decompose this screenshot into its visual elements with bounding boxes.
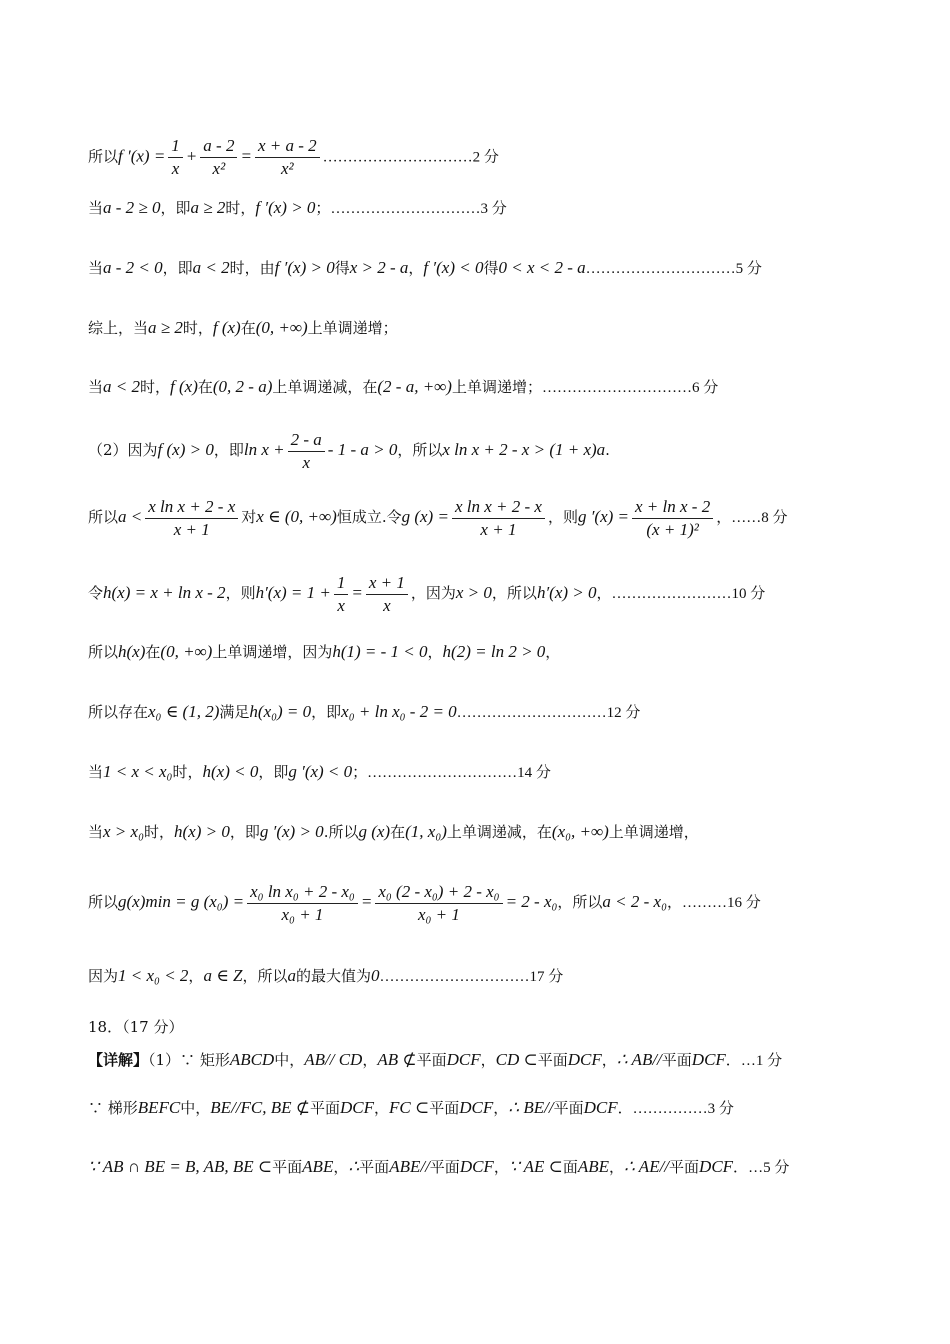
fraction [288,429,325,473]
text: ， [716,508,732,526]
fraction [452,496,545,541]
math-expression: h(x) > 0 [174,822,230,841]
math-expression: a - 2 < 0 [103,258,163,277]
math-expression: ABE [577,1157,610,1176]
math-expression: = 2 - x₀ [505,892,558,911]
math-expression: a < [118,507,143,526]
math-expression: f (x) [170,377,198,396]
score-marker: ……8 分 [731,510,788,526]
text: ， [493,1099,509,1117]
math-expression: ABE [302,1157,334,1176]
text: 综上，当 [88,319,149,337]
math-expression: x₀ ∈ (1, 2) [148,702,220,721]
math-expression: h(x) < 0 [202,762,259,781]
text: 平面 [416,1051,447,1069]
text: ， [596,584,612,602]
text: ，则 [547,508,578,526]
math-expression: f (x) > 0 [157,440,214,459]
text: 因为 [88,967,119,985]
fraction-denominator: x [337,595,345,615]
text: ， [427,643,443,661]
line-summary-monotonic [88,375,870,400]
text: ． [733,1158,749,1176]
fraction-numerator: x₀ (2 - x₀) + 2 - x₀ [375,881,502,904]
line-define-h [88,570,870,616]
score-marker: ………16 分 [682,895,761,911]
text: 在 [240,319,256,337]
line-case-a-lt-2 [88,256,870,281]
math-expression: a < 2 [103,377,140,396]
fraction [366,572,408,617]
math-expression: - 1 - a > 0 [327,440,398,459]
text: ， [374,1099,390,1117]
fraction-numerator: x + ln x - 2 [632,496,713,519]
line-g-min [88,878,870,926]
math-expression: x ∈ (0, +∞) [256,507,337,526]
text: 时，由 [229,259,275,277]
text: ，所以 [557,893,603,911]
score-marker: …………………………3 分 [330,201,507,217]
fraction-denominator: x₀ + 1 [281,904,324,924]
math-expression: a ≥ 2 [148,318,183,337]
fraction [334,572,349,617]
line-g-increasing [88,820,870,844]
text: 上单调递减，在 [446,823,552,841]
text: 满足 [219,703,250,721]
text: 平面 [669,1158,700,1176]
text: 上单调递增； [307,319,398,337]
math-expression: a ∈ Z [203,966,243,985]
text: ，则 [225,584,256,602]
fraction-numerator: x + 1 [366,572,408,595]
math-expression: g ′(x) > 0 [259,822,324,841]
text: 所以存在 [88,703,149,721]
score-marker: …1 分 [740,1053,783,1069]
fraction [375,881,502,926]
fraction-denominator: x [383,595,391,615]
math-expression: 1 < x₀ < 2 [118,966,189,985]
math-expression: 0 [371,966,380,985]
text: 当 [88,378,104,396]
math-expression: a ≥ 2 [190,198,226,217]
math-expression: h(x) [118,642,146,661]
text: ， [480,1051,496,1069]
fraction-numerator: x ln x + 2 - x [452,496,545,519]
text: 平面 [272,1158,303,1176]
text: ． [725,1051,741,1069]
text: ∵ 梯形 [88,1099,138,1117]
text: 当 [88,259,104,277]
score-marker: …………………………6 分 [541,380,719,396]
math-expression: 0 < x < 2 - a [498,258,586,277]
fraction-denominator: x² [212,159,226,175]
text: ，即 [162,259,193,277]
score-marker: …………………………5 分 [585,261,762,277]
fraction-denominator: x₀ + 1 [417,904,460,924]
text: 平面 [553,1099,584,1117]
fraction-denominator: x + 1 [480,519,517,539]
text: 恒成立.令 [336,508,402,526]
math-expression: g (x) [358,822,391,841]
math-expression: g (x) = [401,507,449,526]
detail-heading: 【详解】 [88,1051,149,1069]
math-expression: DCF [459,1098,494,1117]
fraction [632,496,713,541]
text: ， [545,643,561,661]
text: 时， [182,319,213,337]
fraction-numerator: 1 [334,572,349,595]
text: 在 [145,643,161,661]
text: ， [609,1158,625,1176]
math-expression: ln x + [243,440,285,459]
line-plane-parallel [88,1155,870,1180]
score-marker: …………………………12 分 [456,705,641,721]
math-expression: DCF [459,1157,494,1176]
text: ， [667,893,683,911]
score-marker: …5 分 [748,1160,790,1176]
text: ， [493,1158,509,1176]
math-expression: (2 - a, +∞) [377,377,452,396]
text: 平面 [359,1158,390,1176]
math-expression: ABCD [229,1050,275,1069]
text: 面 [562,1158,578,1176]
math-expression: ∴ BE// [508,1098,554,1117]
math-expression: f ′(x) < 0 [423,258,484,277]
text: 得 [334,259,350,277]
text: 当 [88,763,104,781]
math-expression: (1, x₀) [405,822,447,841]
line-h-increasing [88,640,870,664]
math-expression: h′(x) > 0 [536,583,597,602]
fraction-numerator: x₀ ln x₀ + 2 - x₀ [247,881,358,904]
math-expression: h(x) = x + ln x - 2 [103,583,226,602]
math-expression: DCF [691,1050,726,1069]
math-expression: ∴ AB// [616,1050,662,1069]
math-expression: = [240,146,252,166]
fraction [145,496,238,541]
score-marker: …………………………14 分 [367,765,551,781]
math-expression: AB ⊄ [377,1050,417,1069]
text: 得 [483,259,499,277]
math-expression: x > 2 - a [349,258,409,277]
fraction-numerator: 1 [168,135,183,158]
math-expression: ABE// [389,1157,430,1176]
text: ，即 [229,823,260,841]
text: ， [601,1051,617,1069]
math-expression: g ′(x) = [577,507,630,526]
text: ，所以 [491,584,537,602]
text: ， [362,1051,378,1069]
math-expression: x₀ + ln x₀ - 2 = 0 [341,702,457,721]
math-expression: = [360,892,373,911]
math-expression: + [185,146,198,166]
math-expression: CD ⊂ [495,1050,538,1069]
fraction [168,135,183,175]
text: ． [617,1099,633,1117]
math-expression: DCF [567,1050,602,1069]
line-g-decreasing [88,760,870,785]
math-expression: = [351,583,363,602]
math-expression: ∴ AE// [624,1157,670,1176]
fraction-denominator: x² [280,159,294,175]
math-expression: g(x)min = g (x₀) = [118,892,245,911]
score-marker: ……………3 分 [632,1101,734,1117]
text: 上单调递增； [451,378,542,396]
text: 在 [390,823,406,841]
math-expression: f ′(x) > 0 [274,258,335,277]
text: ，所以 [397,441,443,459]
math-expression: f ′(x) = [118,146,166,166]
math-expression: h(1) = - 1 < 0 [332,642,428,661]
math-expression: x ln x + 2 - x > (1 + x)a [442,440,606,459]
text: 上单调递增， [608,823,699,841]
text: 所以 [88,893,119,911]
text: ，所以 [242,967,288,985]
score-marker: …………………………17 分 [379,969,564,985]
score-marker: ……………………10 分 [611,586,766,602]
text: ， [408,259,424,277]
text: 平面 [429,1158,460,1176]
text: ； [352,763,368,781]
text: ，即 [258,763,289,781]
fraction [247,881,358,926]
math-expression: a - 2 ≥ 0 [103,198,161,217]
math-expression: x > x₀ [103,822,144,841]
math-expression: ∵ AE ⊂ [508,1157,563,1176]
fraction [200,135,237,175]
fraction-numerator: x ln x + 2 - x [145,496,238,519]
math-expression: h(2) = ln 2 > 0 [442,642,546,661]
text: 平面 [429,1099,460,1117]
math-expression: BE//FC, BE ⊄ [210,1098,310,1117]
text: 时， [140,378,171,396]
text: 上单调递减，在 [272,378,378,396]
text: ，即 [213,441,244,459]
math-expression: DCF [446,1050,481,1069]
text: .所以 [323,823,359,841]
math-expression: h′(x) = 1 + [255,583,331,602]
line-max-a [88,964,870,989]
math-expression: ∵ AB ∩ BE = B, AB, BE ⊂ [88,1157,273,1176]
math-expression: BEFC [137,1098,181,1117]
line-question-18 [88,1015,870,1039]
math-expression: f ′(x) > 0 [255,198,316,217]
text: 上单调递增，因为 [212,643,333,661]
math-expression: (0, +∞) [255,318,308,337]
text: 所以 [88,508,119,526]
fraction-denominator: (x + 1)² [646,519,699,539]
math-expression: 1 < x < x₀ [103,762,173,781]
text: 时， [225,199,256,217]
text: 时， [144,823,175,841]
math-expression: DCF [340,1098,375,1117]
line-case-a-ge-2 [88,196,870,221]
math-expression: h(x₀) = 0 [249,702,312,721]
math-expression: (0, 2 - a) [212,377,273,396]
math-expression: DCF [699,1157,734,1176]
math-expression: a < 2 - x₀ [602,892,668,911]
text: 在 [197,378,213,396]
math-expression: FC ⊂ [389,1098,430,1117]
math-expression: a < 2 [192,258,230,277]
text: ，即 [160,199,191,217]
text: 当 [88,199,104,217]
fraction-numerator: a - 2 [200,135,237,158]
line-define-g [88,494,870,540]
text: （2）因为 [88,441,158,459]
text: 令 [88,584,104,602]
text: . [605,441,610,459]
text: ，因为 [410,584,456,602]
math-expression: DCF [583,1098,618,1117]
line-trapezoid [88,1096,870,1121]
line-summary-increasing [88,316,870,340]
text: 18．（17 分） [88,1018,184,1036]
line-detail-rectangle [88,1048,870,1073]
math-expression: ∴ [348,1157,360,1176]
fraction-denominator: x [302,452,310,472]
line-derivative [88,135,870,175]
text: 的最大值为 [296,967,372,985]
fraction-denominator: x + 1 [173,519,210,539]
math-expression: (x₀, +∞) [551,822,609,841]
math-expression: AB// CD [304,1050,363,1069]
text: 当 [88,823,104,841]
text: ，即 [311,703,342,721]
math-expression: x > 0 [455,583,492,602]
math-expression: f (x) [212,318,241,337]
text: 时， [172,763,203,781]
text: 对 [241,508,257,526]
score-marker: …………………………2 分 [322,149,499,166]
fraction-numerator: x + a - 2 [255,135,320,158]
text: ； [315,199,331,217]
fraction-denominator: x [171,159,180,175]
text: 平面 [661,1051,692,1069]
text: 中， [274,1051,305,1069]
text: 平面 [537,1051,568,1069]
line-exists-x0 [88,700,870,725]
text: ， [188,967,204,985]
text: ， [333,1158,349,1176]
fraction-numerator: 2 - a [288,429,325,452]
text: （1）∵ 矩形 [148,1051,230,1069]
text: 所以 [88,643,119,661]
fraction [255,135,320,175]
math-expression: g ′(x) < 0 [288,762,353,781]
line-part2-condition [88,428,870,472]
math-expression: a [287,966,296,985]
text: 所以 [88,147,119,166]
text: 平面 [310,1099,341,1117]
text: 中， [180,1099,211,1117]
math-expression: (0, +∞) [160,642,213,661]
